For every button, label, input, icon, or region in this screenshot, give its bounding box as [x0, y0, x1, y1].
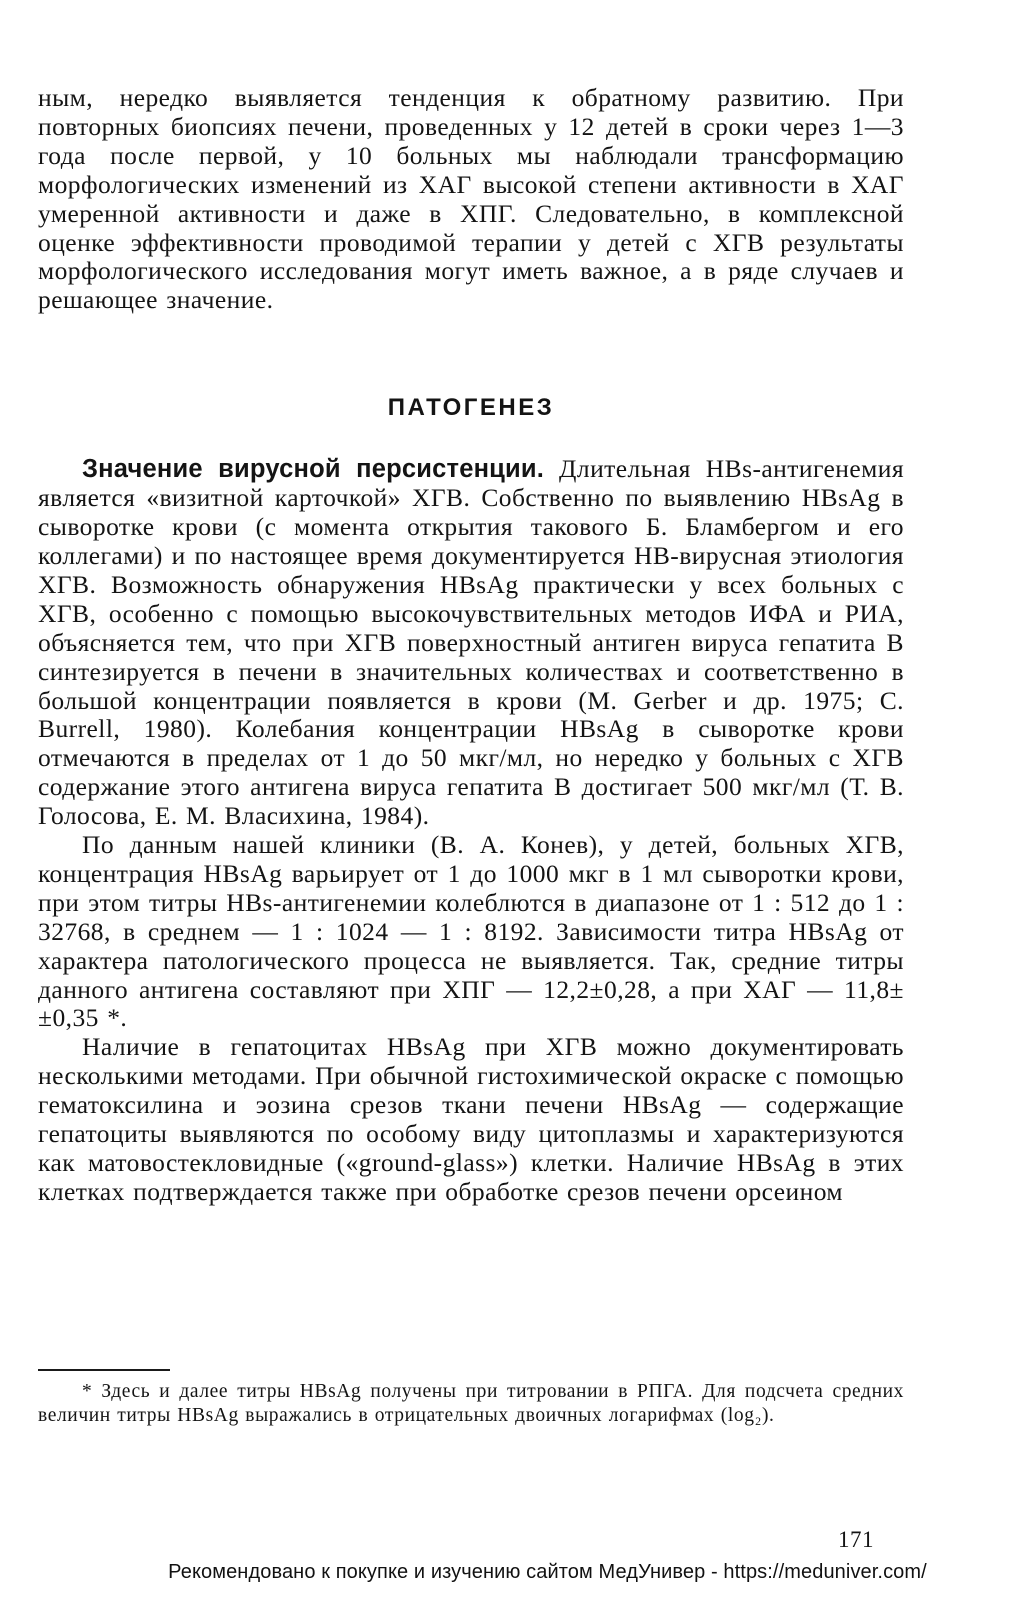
paragraph-1-text: Длительная HBs-антигенемия является «визитной карточкой» ХГВ. Собственно по выявлению HBsAg в сыворотке крови (с момента открытия такового Б. Бламбергом и его коллегами) и по настоящее время документируется HB-вирусная этиология ХГВ. Возможность обнаружения HBsAg практически у всех больных с ХГВ, особенно с помощью высокочувствительных методов ИФА и РИА, объясняется тем, что при ХГВ поверхностный антиген вируса гепатита В синтезируется в печени в значительных количествах и соответственно в большой концентрации появляется в крови (М. Gerber и др. 1975; С. Burrell, 1980). Колебания концентрации HBsAg в сыворотке крови отмечаются в пределах от 1 до 50 мкг/мл, но нередко у больных с ХГВ содержание этого антигена вируса гепатита В достигает 500 мкг/мл (Т. В. Голосова, Е. М. Власихина, 1984).: [38, 454, 905, 831]
paragraph-hepatocytes: Наличие в гепатоцитах HBsAg при ХГВ можно документировать несколькими методами. При обычной гистохимической окраске с помощью гематоксилина и эозина срезов ткани печени HBsAg — содержащие гепатоциты выявляются по особому виду цитоплазмы и характеризуются как матовостекловидные («ground-glass») клетки. Наличие HBsAg в этих клетках подтверждается также при обработке срезов печени орсеином: [38, 1032, 904, 1206]
footnote: [38, 1380, 904, 1429]
section-heading: ПАТОГЕНЕЗ: [387, 394, 555, 422]
footnote-text: * Здесь и далее титры HBsAg получены при титровании в РПГА. Для подсчета средних величин титры HBsAg выражались в отрицательных двоичных логарифмах (log₂).: [38, 1381, 904, 1427]
paragraph-clinic-data: По данным нашей клиники (В. А. Конев), у детей, больных ХГВ, концентрация HBsAg варьирует от 1 до 1000 мкг в 1 мл сыворотки крови, при этом титры HBs-антигенемии колеблются в диапазоне от 1 : 512 до 1 : 32768, в среднем — 1 : 1024 — 1 : 8192. Зависимости титра HBsAg от характера патологического процесса не выявляется. Так, средние титры данного антигена составляют при ХПГ — 12,2±0,28, а при ХАГ — 11,8±±0,35 *.: [38, 830, 904, 1033]
footnote-divider: [38, 1369, 170, 1371]
page-number: 171: [838, 1527, 874, 1552]
subsection-title: Значение вирусной персистенции.: [82, 455, 545, 484]
source-notice: Рекомендовано к покупке и изучению сайтом МедУнивер - https://meduniver.com/: [168, 1561, 927, 1583]
page-body: [38, 84, 904, 1207]
continuation-paragraph: ным, нередко выявляется тенденция к обратному развитию. При повторных биопсиях печени, проведенных у 12 детей в сроки через 1—3 года после первой, у 10 больных мы наблюдали трансформацию морфологических изменений из ХАГ высокой степени активности в ХАГ умеренной активности и даже в ХПГ. Следовательно, в комплексной оценке эффективности проводимой терапии у детей с ХГВ результаты морфологического исследования могут иметь важное, а в ряде случаев и решающее значение.: [38, 83, 904, 315]
paragraph-viral-persistence: [38, 455, 904, 831]
